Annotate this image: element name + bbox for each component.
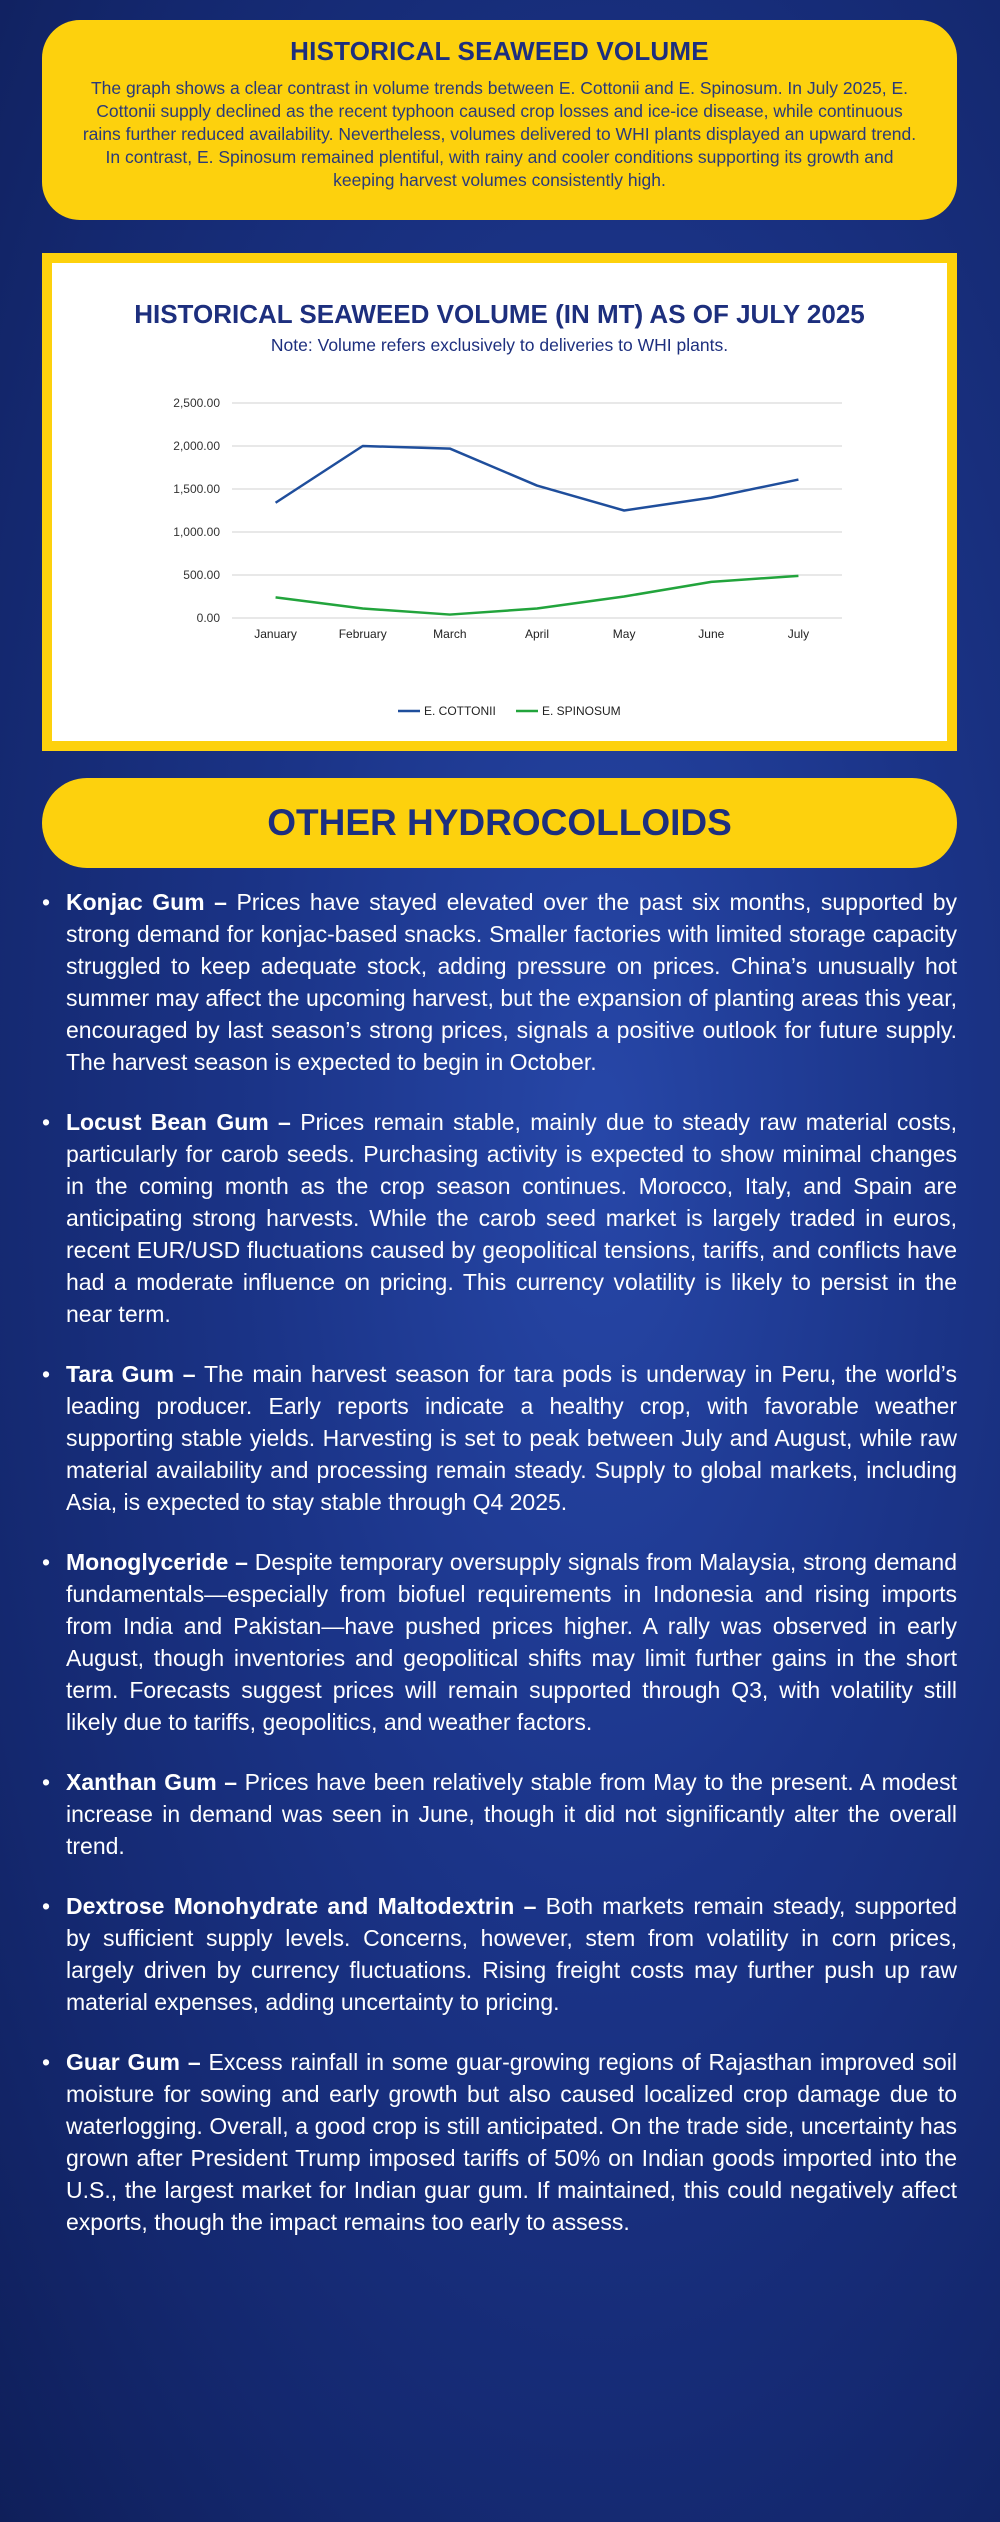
y-tick-label: 0.00 <box>196 611 220 625</box>
summary-title: HISTORICAL SEAWEED VOLUME <box>290 36 709 66</box>
list-item <box>42 1106 957 1330</box>
x-tick-label: January <box>254 627 297 641</box>
hydrocolloid-list <box>42 886 957 2266</box>
item-text: The main harvest season for tara pods is underway in Peru, the world’s leading producer. Early reports indicate a healthy crop, with favorable weather supporting stable yields. Harvesting is set to peak between July and August, while raw material availability and processing remain steady. Supply to global markets, including Asia, is expected to stay stable through Q4 2025. <box>66 1361 957 1515</box>
item-name: Guar Gum – <box>66 2049 201 2075</box>
item-name: Dextrose Monohydrate and Maltodextrin – <box>66 1893 537 1919</box>
legend-label: E. COTTONII <box>424 704 496 718</box>
chart-frame <box>42 253 957 751</box>
y-tick-label: 2,500.00 <box>173 396 220 410</box>
bullet-icon: • <box>42 2049 51 2075</box>
x-tick-label: June <box>698 627 725 641</box>
item-text: Prices have stayed elevated over the past six months, supported by strong demand for konjac-based snacks. Smaller factories with limited storage capacity struggled to keep adequate stock, adding pressure on prices. China’s unusually hot summer may affect the upcoming harvest, but the expansion of planting areas this year, encouraged by last season’s strong prices, signals a positive outlook for future supply. The harvest season is expected to begin in October. <box>66 889 957 1075</box>
x-tick-label: July <box>787 627 810 641</box>
x-tick-label: April <box>524 627 550 641</box>
item-name: Xanthan Gum – <box>66 1769 238 1795</box>
y-tick-label: 1,000.00 <box>173 525 220 539</box>
item-name: Monoglyceride – <box>66 1549 248 1575</box>
list-item <box>42 1546 957 1738</box>
bullet-icon: • <box>42 1893 51 1919</box>
y-tick-label: 500.00 <box>183 568 220 582</box>
list-item <box>42 886 957 1078</box>
item-text: Despite temporary oversupply signals from Malaysia, strong demand fundamentals—especially from biofuel requirements in Indonesia and rising imports from India and Pakistan—have pushed prices higher. A rally was observed in early August, though inventories and geopolitical shifts may limit further gains in the short term. Forecasts suggest prices will remain supported through Q3, with volatility still likely due to tariffs, geopolitics, and weather factors. <box>66 1549 957 1735</box>
list-item <box>42 1890 957 2018</box>
bullet-icon: • <box>42 1361 51 1387</box>
list-item <box>42 1358 957 1518</box>
chart-note: Note: Volume refers exclusively to deliveries to WHI plants. <box>270 335 729 355</box>
y-tick-label: 2,000.00 <box>173 439 220 453</box>
x-tick-label: February <box>338 627 387 641</box>
summary-text: The graph shows a clear contrast in volume trends between E. Cottonii and E. Spinosum. In July 2025, E. Cottonii supply declined as the recent typhoon caused crop losses and ice-ice disease, while continuous rains further reduced availability. Nevertheless, volumes delivered to WHI plants displayed an upward trend. In contrast, E. Spinosum remained plentiful, with rainy and cooler conditions supporting its growth and keeping harvest volumes consistently high. <box>82 78 917 190</box>
item-text: Prices have been relatively stable from May to the present. A modest increase in demand was seen in June, though it did not significantly alter the overall trend. <box>66 1769 957 1859</box>
bullet-icon: • <box>42 1109 51 1135</box>
item-text: Prices remain stable, mainly due to steady raw material costs, particularly for carob seeds. Purchasing activity is expected to show minimal changes in the coming month as the crop season continues. Morocco, Italy, and Spain are anticipating strong harvests. While the carob seed market is largely traded in euros, recent EUR/USD fluctuations caused by geopolitical tensions, tariffs, and conflicts have had a moderate influence on pricing. This currency volatility is likely to persist in the near term. <box>66 1109 958 1327</box>
chart-panel <box>52 263 947 741</box>
bullet-icon: • <box>42 1769 51 1795</box>
legend-label: E. SPINOSUM <box>542 704 621 718</box>
series-line-e-spinosum <box>276 576 799 615</box>
list-item <box>42 1766 957 1862</box>
x-tick-label: May <box>612 627 636 641</box>
bullet-icon: • <box>42 1549 51 1575</box>
chart-title: HISTORICAL SEAWEED VOLUME (IN MT) AS OF JULY 2025 <box>134 299 865 329</box>
line-chart <box>52 263 947 741</box>
item-name: Tara Gum – <box>66 1361 196 1387</box>
list-item <box>42 2046 957 2238</box>
item-name: Locust Bean Gum – <box>66 1109 291 1135</box>
item-name: Konjac Gum – <box>66 889 227 915</box>
item-text: Excess rainfall in some guar-growing regions of Rajasthan improved soil moisture for sowing and early growth but also caused localized crop damage due to waterlogging. Overall, a good crop is still anticipated. On the trade side, uncertainty has grown after President Trump imposed tariffs of 50% on Indian goods imported into the U.S., the largest market for Indian guar gum. If maintained, this could negatively affect exports, though the impact remains too early to assess. <box>66 2049 957 2235</box>
section-title: OTHER HYDROCOLLOIDS <box>42 778 957 868</box>
y-tick-label: 1,500.00 <box>173 482 220 496</box>
series-line-e-cottonii <box>276 446 799 511</box>
x-tick-label: March <box>433 627 467 641</box>
bullet-icon: • <box>42 889 51 915</box>
summary-box <box>42 20 957 220</box>
item-text: Both markets remain steady, supported by sufficient supply levels. Concerns, however, stem from volatility in corn prices, largely driven by currency fluctuations. Rising freight costs may further push up raw material expenses, adding uncertainty to pricing. <box>66 1893 957 2015</box>
